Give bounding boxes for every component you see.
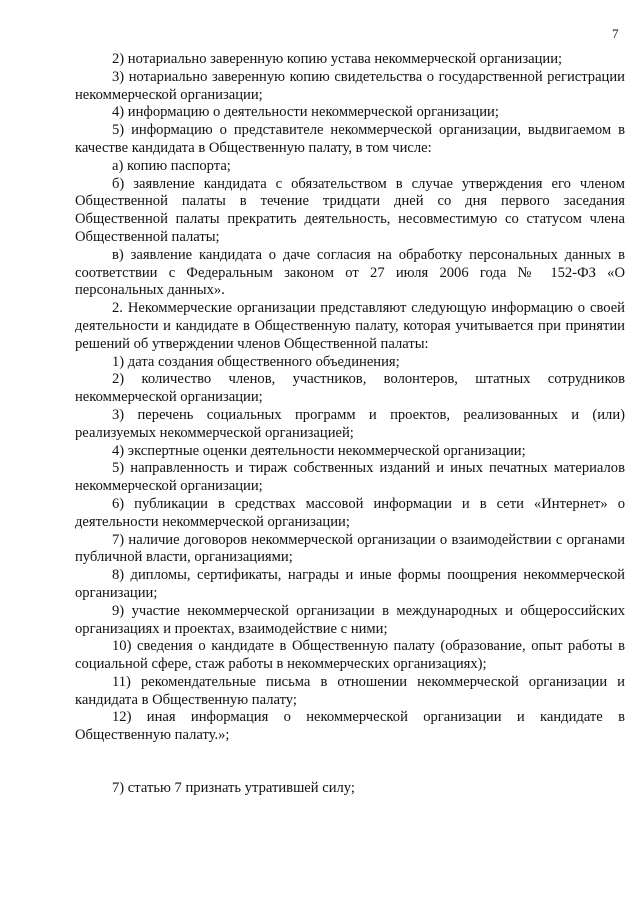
list-item-6: 6) публикации в средствах массовой информации и в сети «Интернет» о деятельности некоммерческой организации; — [75, 495, 625, 530]
list-item-7: 7) наличие договоров некоммерческой организации о взаимодействии с органами публичной власти, организациями; — [75, 531, 625, 566]
list-item-11: 11) рекомендательные письма в отношении некоммерческой организации и кандидата в Общественную палату; — [75, 673, 625, 708]
list-item-10: 10) сведения о кандидате в Общественную палату (образование, опыт работы в социальной сфере, стаж работы в некоммерческих организациях); — [75, 638, 625, 673]
list-item-12: 12) иная информация о некоммерческой организации и кандидате в Общественную палату.»; — [75, 709, 625, 744]
paragraph-item-3: 3) нотариально заверенную копию свидетельства о государственной регистрации некоммерческой организации; — [75, 68, 625, 103]
paragraph-item-4: 4) информацию о деятельности некоммерческой организации; — [112, 104, 499, 121]
paragraph-part-2: 2. Некоммерческие организации представляют следующую информацию о своей деятельности и кандидате в Общественную палату, которая учитывается при принятии решений об утверждении членов Общественной палаты: — [75, 300, 625, 352]
paragraph-item-2: 2) нотариально заверенную копию устава некоммерческой организации; — [112, 51, 563, 67]
page-number: 7 — [612, 26, 619, 41]
list-item-4: 4) экспертные оценки деятельности некоммерческой организации; — [112, 442, 526, 459]
document-body — [75, 51, 625, 798]
paragraph-subitem-v: в) заявление кандидата о даче согласия на обработку персональных данных в соответствии с Федеральным законом от 27 июля 2006 года № 152-ФЗ «О персональных данных». — [75, 246, 625, 299]
paragraph-gap — [75, 745, 625, 780]
list-item-5: 5) направленность и тираж собственных изданий и иных печатных материалов некоммерческой организации; — [75, 460, 625, 495]
list-item-9: 9) участие некоммерческой организации в международных и общероссийских организациях и проектах, взаимодействие с ними; — [75, 602, 625, 637]
list-item-1: 1) дата создания общественного объединения; — [112, 353, 400, 370]
paragraph-item-5: 5) информацию о представителе некоммерческой организации, выдвигаемом в качестве кандидата в Общественную палату, в том числе: — [75, 122, 625, 156]
paragraph-subitem-a: а) копию паспорта; — [112, 157, 231, 174]
list-item-2: 2) количество членов, участников, волонтеров, штатных сотрудников некоммерческой организации; — [75, 371, 625, 406]
list-item-3: 3) перечень социальных программ и проектов, реализованных и (или) реализуемых некоммерческой организацией; — [75, 406, 625, 441]
list-item-8: 8) дипломы, сертификаты, награды и иные формы поощрения некоммерческой организации; — [75, 567, 625, 601]
final-paragraph: 7) статью 7 признать утратившей силу; — [112, 780, 355, 797]
paragraph-subitem-b: б) заявление кандидата с обязательством в случае утверждения его членом Общественной палаты в течение тридцати дней со дня первого заседания Общественной палаты прекратить деятельность, несовместимую со статусом члена Общественной палаты; — [75, 175, 625, 245]
